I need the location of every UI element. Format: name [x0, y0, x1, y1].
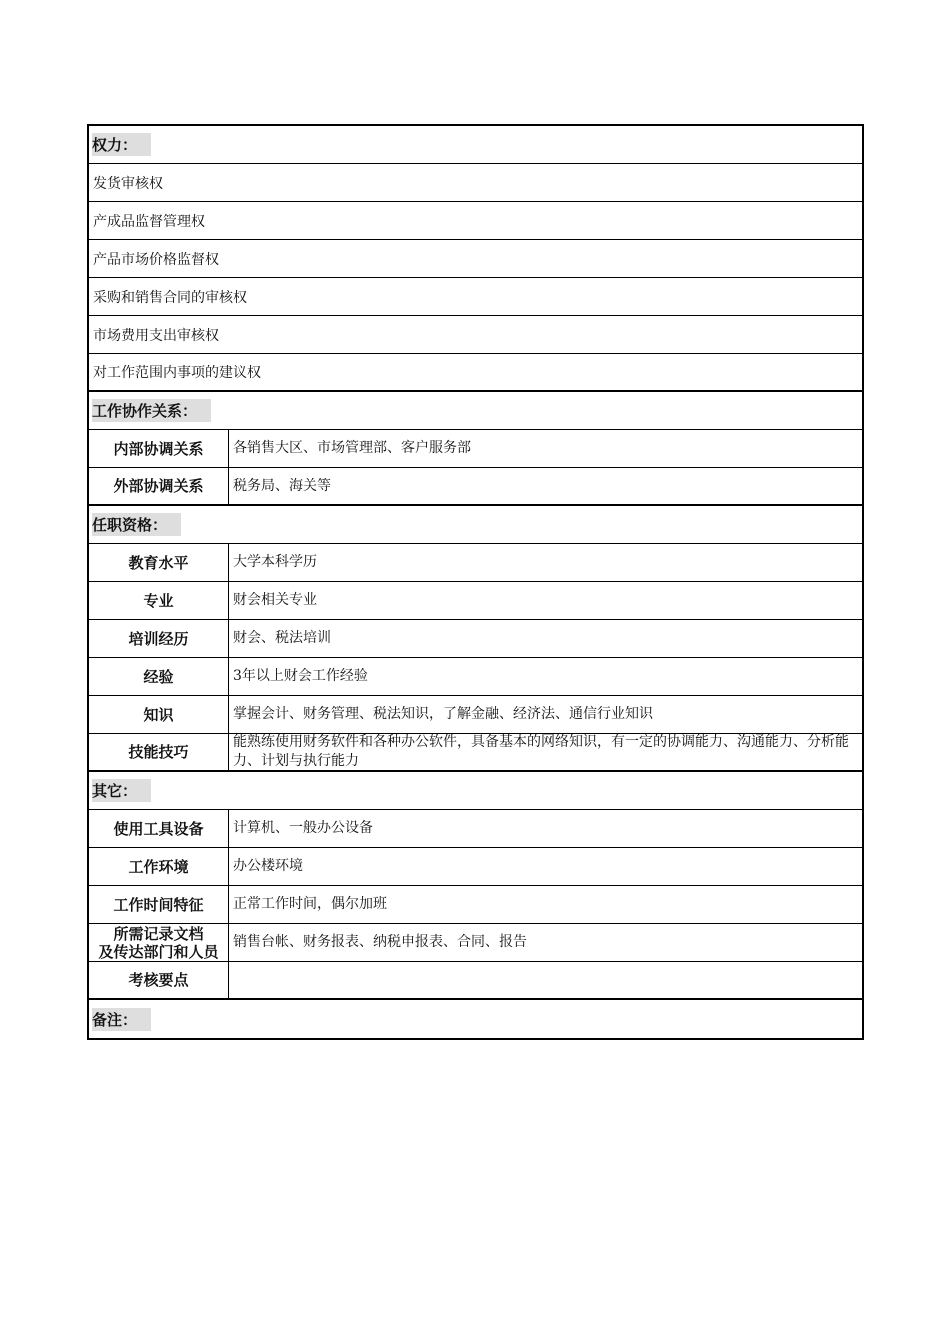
other-row	[89, 924, 862, 962]
section-others-header	[89, 772, 862, 810]
row-value: 财会、税法培训	[233, 630, 331, 646]
power-item	[89, 202, 862, 240]
row-label: 外部协调关系	[89, 468, 229, 504]
power-text: 产品市场价格监督权	[93, 251, 219, 268]
section-heading: 备注：	[92, 1008, 151, 1031]
section-qualifications-header	[89, 506, 862, 544]
row-label: 内部协调关系	[89, 430, 229, 467]
power-text: 对工作范围内事项的建议权	[93, 365, 261, 381]
section-heading: 任职资格：	[92, 513, 181, 536]
row-label: 使用工具设备	[89, 810, 229, 847]
other-row	[89, 886, 862, 924]
row-value	[229, 962, 862, 998]
section-relations-header	[89, 392, 862, 430]
row-label: 专业	[89, 582, 229, 619]
section-powers-header	[89, 126, 862, 164]
power-item	[89, 240, 862, 278]
section-heading: 权力：	[92, 133, 151, 156]
row-label: 工作环境	[89, 848, 229, 885]
row-value: 正常工作时间，偶尔加班	[233, 896, 387, 912]
power-item	[89, 316, 862, 354]
qualification-row	[89, 696, 862, 734]
row-label: 所需记录文档 及传达部门和人员	[89, 924, 229, 961]
row-value: 各销售大区、市场管理部、客户服务部	[233, 440, 471, 456]
row-value: 税务局、海关等	[233, 477, 331, 494]
row-value: 掌握会计、财务管理、税法知识，了解金融、经济法、通信行业知识	[233, 706, 653, 722]
row-label: 考核要点	[89, 962, 229, 998]
relation-row	[89, 468, 862, 506]
power-text: 市场费用支出审核权	[93, 327, 219, 344]
section-remarks-header	[89, 1000, 862, 1038]
power-item	[89, 278, 862, 316]
row-value: 计算机、一般办公设备	[233, 820, 373, 836]
power-text: 采购和销售合同的审核权	[93, 289, 247, 306]
qualification-row	[89, 734, 862, 772]
power-text: 产成品监督管理权	[93, 213, 205, 230]
job-description-table	[87, 124, 864, 1040]
qualification-row	[89, 582, 862, 620]
other-row	[89, 810, 862, 848]
row-value: 销售台帐、财务报表、纳税申报表、合同、报告	[233, 934, 527, 950]
row-label: 技能技巧	[89, 734, 229, 770]
qualification-row	[89, 620, 862, 658]
row-label: 教育水平	[89, 544, 229, 581]
row-label: 培训经历	[89, 620, 229, 657]
row-value: 能熟练使用财务软件和各种办公软件，具备基本的网络知识，有一定的协调能力、沟通能力、分析能力、计划与执行能力	[233, 734, 849, 769]
power-item	[89, 164, 862, 202]
relation-row	[89, 430, 862, 468]
power-text: 发货审核权	[93, 175, 163, 192]
section-heading: 工作协作关系：	[92, 399, 211, 422]
row-value: 3年以上财会工作经验	[233, 668, 368, 684]
power-item	[89, 354, 862, 392]
qualification-row	[89, 544, 862, 582]
qualification-row	[89, 658, 862, 696]
row-value: 财会相关专业	[233, 592, 317, 608]
row-label: 经验	[89, 658, 229, 695]
row-label: 工作时间特征	[89, 886, 229, 923]
row-label: 知识	[89, 696, 229, 733]
row-value: 大学本科学历	[233, 554, 317, 570]
other-row	[89, 962, 862, 1000]
other-row	[89, 848, 862, 886]
section-heading: 其它：	[92, 779, 151, 802]
row-value: 办公楼环境	[233, 858, 303, 874]
